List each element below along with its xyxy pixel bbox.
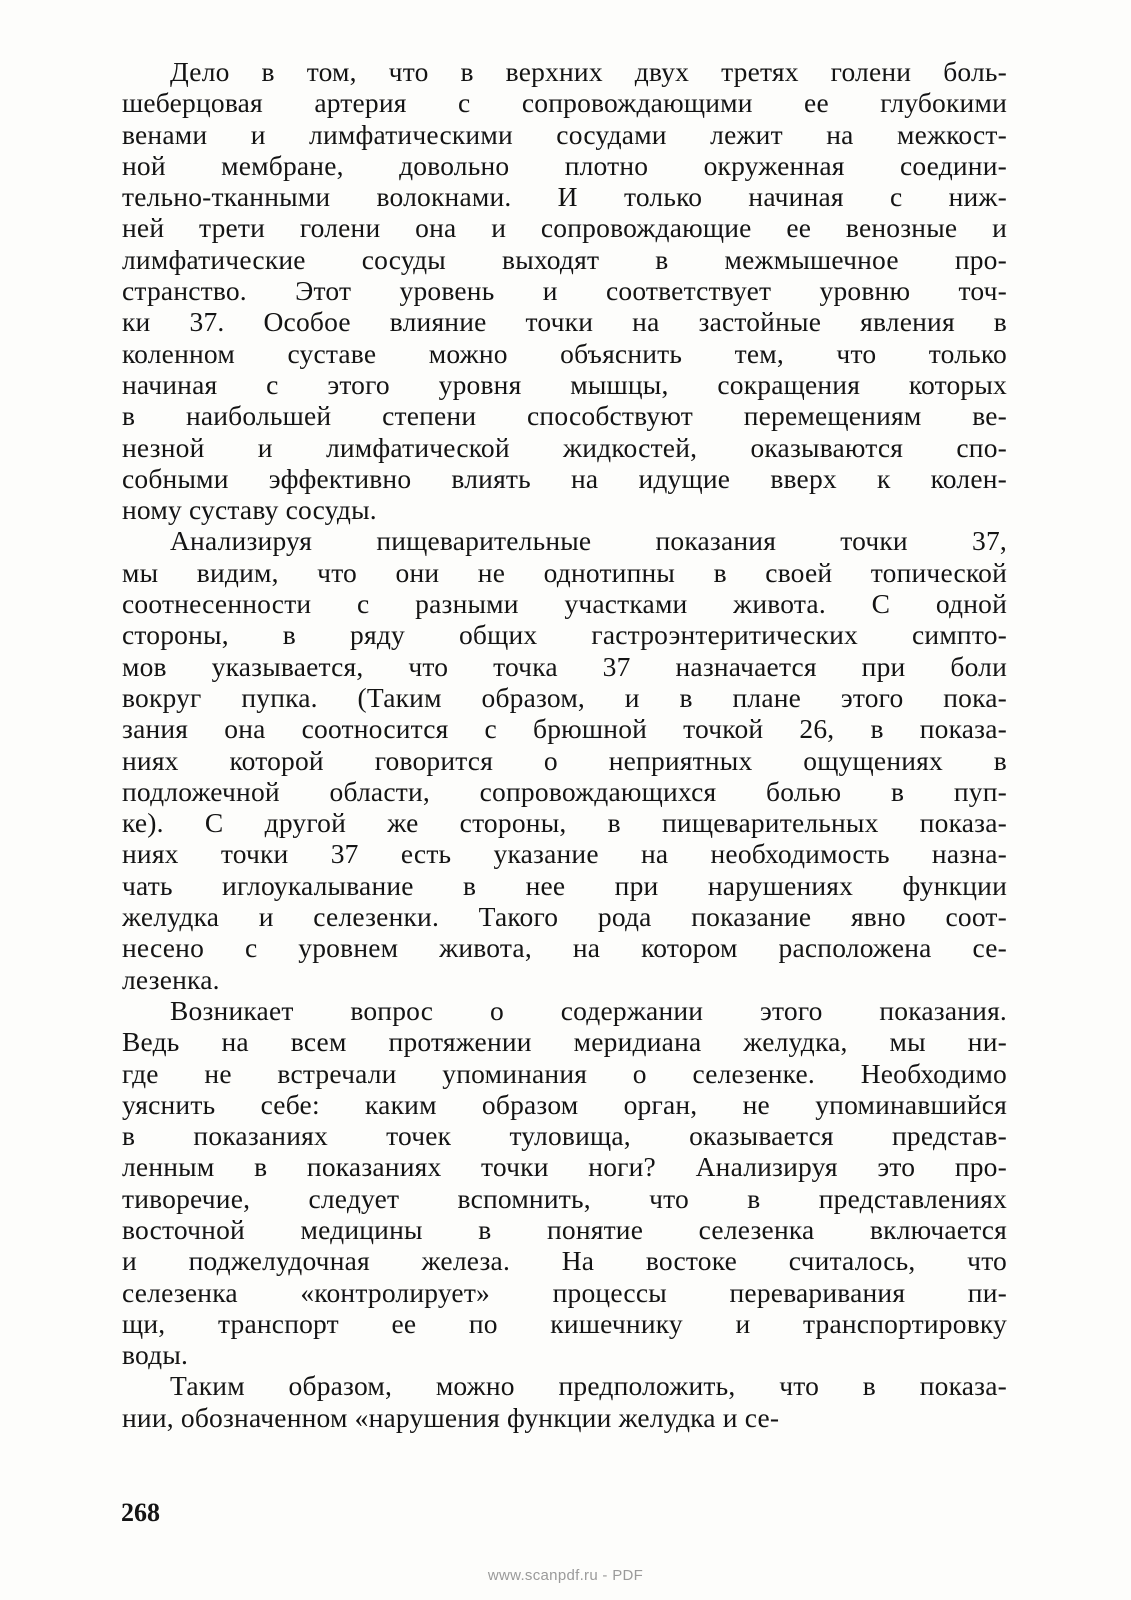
paragraph bbox=[122, 1370, 1007, 1433]
text-line: селезенка «контролирует» процессы переваривания пи- bbox=[122, 1276, 1007, 1308]
text-line: лезенка. bbox=[122, 963, 220, 995]
text-line: где не встречали упоминания о селезенке. Необходимо bbox=[122, 1057, 1007, 1089]
text-line: в наибольшей степени способствуют перемещениям ве- bbox=[122, 400, 1007, 432]
text-line: собными эффективно влиять на идущие вверх к колен- bbox=[122, 462, 1007, 494]
text-line: ке). С другой же стороны, в пищеварительных показа- bbox=[122, 807, 1007, 839]
text-line: венами и лимфатическими сосудами лежит на межкост- bbox=[122, 118, 1007, 150]
text-line: желудка и селезенки. Такого рода показание явно соот- bbox=[122, 901, 1007, 933]
text-line: Возникает вопрос о содержании этого показания. bbox=[170, 994, 1007, 1026]
text-line: Дело в том, что в верхних двух третях голени боль- bbox=[170, 56, 1007, 87]
text-line: нии, обозначенном «нарушения функции желудка и се- bbox=[122, 1401, 780, 1433]
text-line: щи, транспорт ее по кишечнику и транспортировку bbox=[122, 1307, 1007, 1339]
text-line: и поджелудочная железа. На востоке считалось, что bbox=[122, 1245, 1007, 1277]
text-line: зания она соотносится с брюшной точкой 26, в показа- bbox=[122, 713, 1007, 745]
text-line: ниях точки 37 есть указание на необходимость назна- bbox=[122, 838, 1007, 870]
paragraph bbox=[122, 56, 1007, 525]
text-line: тельно-тканными волокнами. И только начиная с ниж- bbox=[122, 181, 1007, 213]
text-line: ней трети голени она и сопровождающие ее венозные и bbox=[122, 212, 1007, 244]
watermark: www.scanpdf.ru - PDF bbox=[487, 1567, 644, 1584]
text-line: соотнесенности с разными участками живота. С одной bbox=[122, 588, 1007, 620]
text-line: уяснить себе: каким образом орган, не упоминавшийся bbox=[122, 1088, 1007, 1120]
text-line: восточной медицины в понятие селезенка включается bbox=[122, 1213, 1007, 1245]
body-text bbox=[122, 56, 1007, 1433]
text-line: чать иглоукалывание в нее при нарушениях функции bbox=[122, 869, 1007, 901]
text-line: ленным в показаниях точки ноги? Анализируя это про- bbox=[122, 1151, 1007, 1183]
text-line: ной мембране, довольно плотно окруженная соедини- bbox=[122, 149, 1007, 181]
text-line: начиная с этого уровня мышцы, сокращения которых bbox=[122, 368, 1007, 400]
text-line: в показаниях точек туловища, оказывается представ- bbox=[122, 1120, 1007, 1152]
text-line: ному суставу сосуды. bbox=[122, 494, 377, 526]
text-line: Анализируя пищеварительные показания точки 37, bbox=[170, 525, 1007, 557]
text-line: стороны, в ряду общих гастроэнтеритических симпто- bbox=[122, 619, 1007, 651]
text-line: вокруг пупка. (Таким образом, и в плане этого пока- bbox=[122, 681, 1007, 713]
text-line: ниях которой говорится о неприятных ощущениях в bbox=[122, 744, 1007, 776]
text-line: коленном суставе можно объяснить тем, что только bbox=[122, 337, 1007, 369]
text-line: шеберцовая артерия с сопровождающими ее глубокими bbox=[122, 87, 1007, 119]
text-line: несено с уровнем живота, на котором расположена се- bbox=[122, 932, 1007, 964]
text-line: Ведь на всем протяжении меридиана желудка, мы ни- bbox=[122, 1026, 1007, 1058]
text-line: тиворечие, следует вспомнить, что в представлениях bbox=[122, 1182, 1007, 1214]
text-line: лимфатические сосуды выходят в межмышечное про- bbox=[122, 243, 1007, 275]
text-line: незной и лимфатической жидкостей, оказываются спо- bbox=[122, 431, 1007, 463]
paragraph bbox=[122, 525, 1007, 994]
page-number: 268 bbox=[121, 1498, 160, 1527]
paragraph bbox=[122, 995, 1007, 1371]
text-line: воды. bbox=[122, 1339, 189, 1371]
text-line: мов указывается, что точка 37 назначается при боли bbox=[122, 650, 1007, 682]
text-line: подложечной области, сопровождающихся болью в пуп- bbox=[122, 775, 1007, 807]
text-line: Таким образом, можно предположить, что в показа- bbox=[170, 1370, 1007, 1402]
text-line: ки 37. Особое влияние точки на застойные явления в bbox=[122, 306, 1007, 338]
text-line: мы видим, что они не однотипны в своей топической bbox=[122, 556, 1007, 588]
text-line: странство. Этот уровень и соответствует уровню точ- bbox=[122, 275, 1007, 307]
